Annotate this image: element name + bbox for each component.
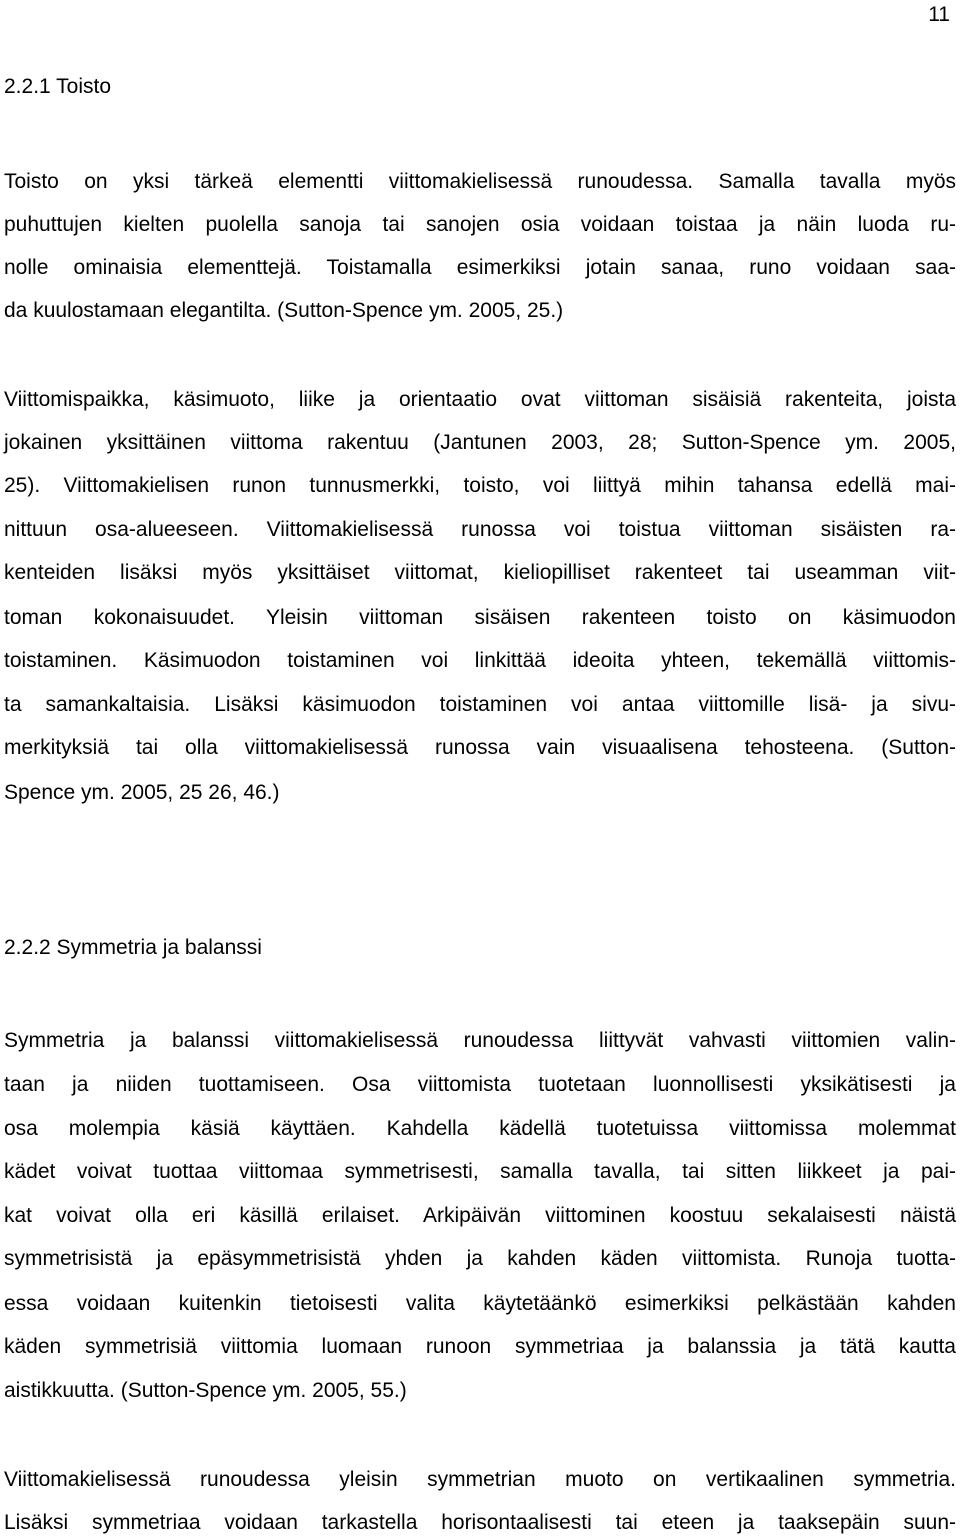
- text-line: merkityksiä tai olla viittomakielisessä runossa vain visuaalisena tehosteena. (Sutton-: [4, 736, 956, 759]
- text-line: toistaminen. Käsimuodon toistaminen voi linkittää ideoita yhteen, tekemällä viittomis-: [4, 649, 956, 672]
- text-line: kädet voivat tuottaa viittomaa symmetrisesti, samalla tavalla, tai sitten liikkeet ja pai-: [4, 1160, 956, 1183]
- text-line: nittuun osa-alueeseen. Viittomakielisessä runossa voi toistua viittoman sisäisten ra-: [4, 518, 956, 541]
- text-line: taan ja niiden tuottamiseen. Osa viittomista tuotetaan luonnollisesti yksikätisesti ja: [4, 1073, 956, 1096]
- page-number: 11: [928, 3, 950, 26]
- text-line: käden symmetrisiä viittomia luomaan runoon symmetriaa ja balanssia ja tätä kautta: [4, 1335, 956, 1358]
- text-line: Viittomakielisessä runoudessa yleisin symmetrian muoto on vertikaalinen symmetria.: [4, 1468, 956, 1491]
- section-heading-toisto: 2.2.1 Toisto: [4, 75, 112, 98]
- section-heading-symmetria: 2.2.2 Symmetria ja balanssi: [4, 936, 262, 959]
- text-line: toman kokonaisuudet. Yleisin viittoman sisäisen rakenteen toisto on käsimuodon: [4, 606, 956, 629]
- text-line: jokainen yksittäinen viittoma rakentuu (Jantunen 2003, 28; Sutton-Spence ym. 2005,: [4, 431, 956, 454]
- text-line: kenteiden lisäksi myös yksittäiset viittomat, kieliopilliset rakenteet tai useamman viit-: [4, 561, 956, 584]
- text-line: Spence ym. 2005, 25 26, 46.): [4, 781, 280, 804]
- text-line: symmetrisistä ja epäsymmetrisistä yhden ja kahden käden viittomista. Runoja tuotta-: [4, 1247, 956, 1270]
- text-line: Toisto on yksi tärkeä elementti viittomakielisessä runoudessa. Samalla tavalla myös: [4, 170, 956, 193]
- text-line: ta samankaltaisia. Lisäksi käsimuodon toistaminen voi antaa viittomille lisä- ja sivu-: [4, 693, 956, 716]
- text-line: da kuulostamaan elegantilta. (Sutton-Spence ym. 2005, 25.): [4, 299, 564, 322]
- text-line: essa voidaan kuitenkin tietoisesti valita käytetäänkö esimerkiksi pelkästään kahden: [4, 1292, 956, 1315]
- text-line: osa molempia käsiä käyttäen. Kahdella kädellä tuotetuissa viittomissa molemmat: [4, 1117, 956, 1140]
- text-line: aistikkuutta. (Sutton-Spence ym. 2005, 55.): [4, 1379, 407, 1402]
- text-line: nolle ominaisia elementtejä. Toistamalla esimerkiksi jotain sanaa, runo voidaan saa-: [4, 256, 956, 279]
- text-line: Symmetria ja balanssi viittomakielisessä runoudessa liittyvät vahvasti viittomien valin-: [4, 1029, 956, 1052]
- text-line: puhuttujen kielten puolella sanoja tai sanojen osia voidaan toistaa ja näin luoda ru-: [4, 213, 956, 236]
- text-line: Viittomispaikka, käsimuoto, liike ja orientaatio ovat viittoman sisäisiä rakenteita, joista: [4, 388, 956, 411]
- text-line: kat voivat olla eri käsillä erilaiset. Arkipäivän viittominen koostuu sekalaisesti näistä: [4, 1204, 956, 1227]
- text-line: 25). Viittomakielisen runon tunnusmerkki, toisto, voi liittyä mihin tahansa edellä mai-: [4, 474, 956, 497]
- text-line: Lisäksi symmetriaa voidaan tarkastella horisontaalisesti tai eteen ja taaksepäin suun-: [4, 1511, 956, 1534]
